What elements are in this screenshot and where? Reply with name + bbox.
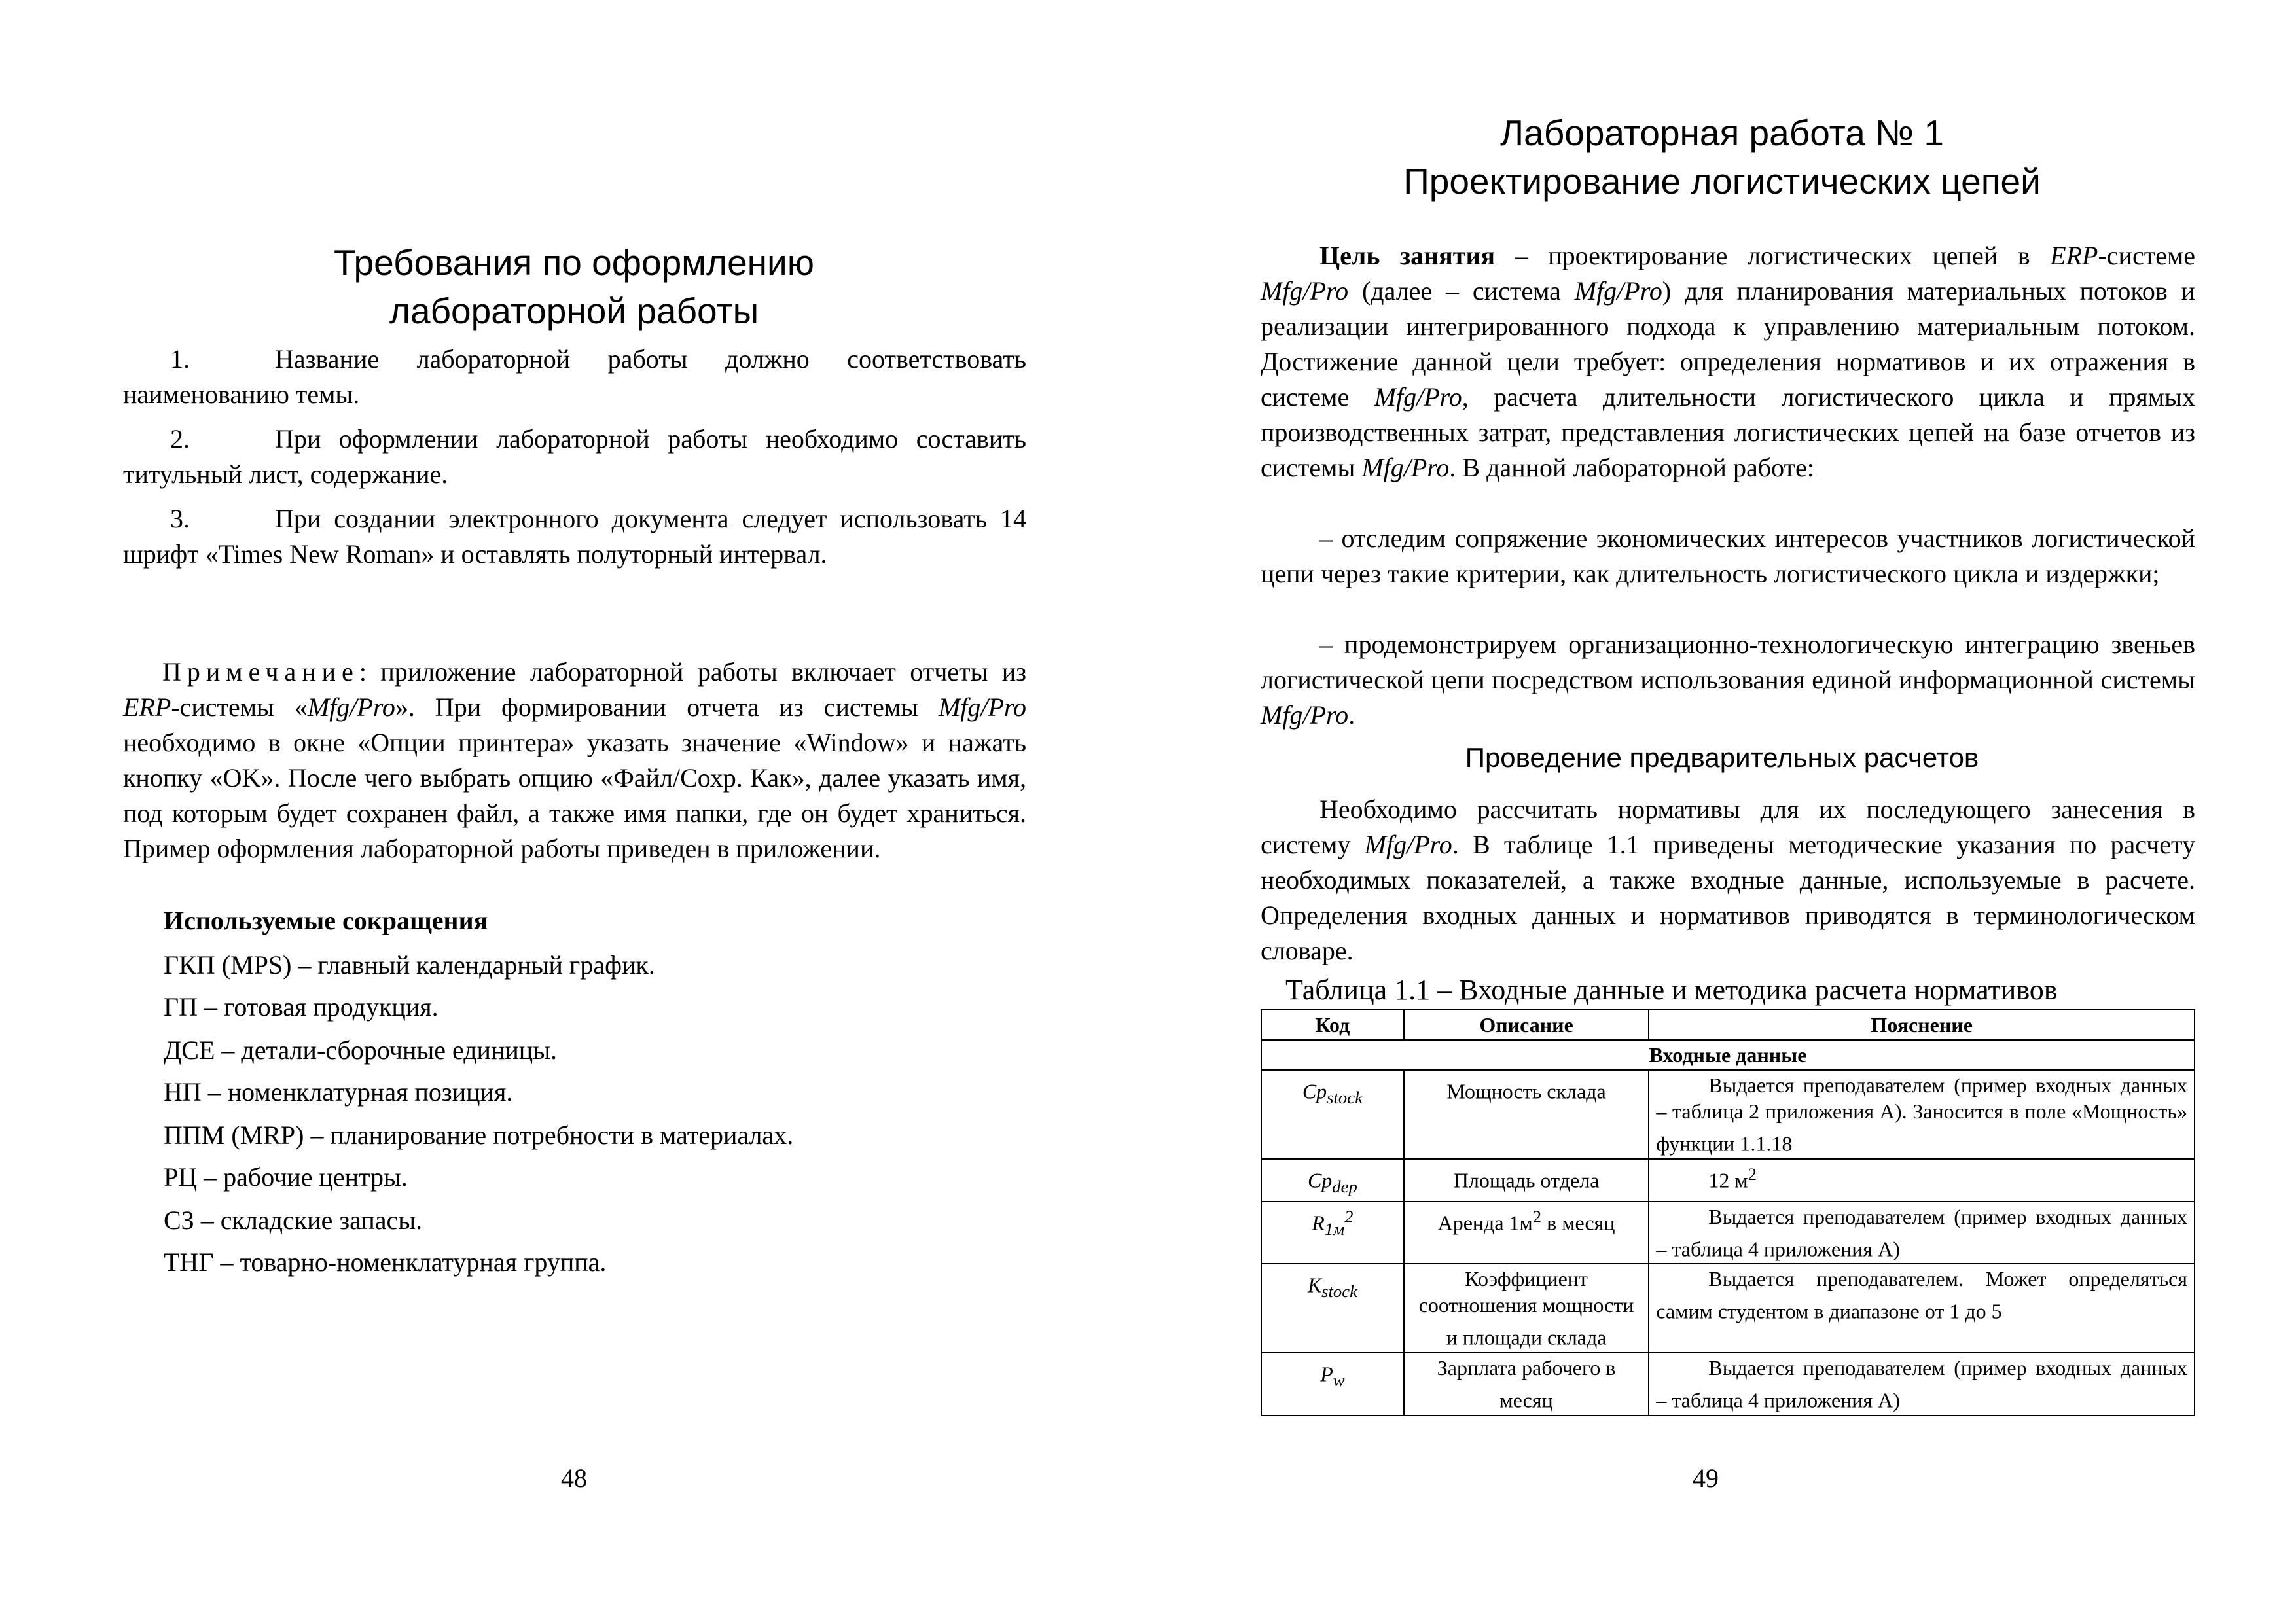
requirement-item-2 [123, 421, 1026, 492]
right-page [1148, 0, 2296, 1623]
item-text: Название лабораторной работы должно соответствовать наименованию темы. [123, 344, 1026, 409]
table-header-cell: Описание [1404, 1010, 1649, 1040]
explanation-cell: Выдается преподавателем (пример входных данных – таблица 4 приложения А) [1649, 1353, 2195, 1416]
table-header-cell: Код [1261, 1010, 1404, 1040]
item-text: При создании электронного документа следует использовать 14 шрифт «Times New Roman» и оставлять полуторный интервал. [123, 504, 1026, 569]
description-cell: Зарплата рабочего в месяц [1404, 1353, 1649, 1416]
abbreviation-item: СЗ – складские запасы. [164, 1205, 423, 1235]
code-cell: $Cp_{stock}$ [1261, 1070, 1404, 1159]
item-number: 2. [170, 424, 190, 454]
note-paragraph: Примечание: приложение лабораторной работы включает отчеты из ERP-системы «Mfg/Pro». При формировании отчета из системы Mfg/Pro необходимо в окне «Опции принтера» указать значение «Window» и нажать кнопку «OK». После чего выбрать опцию «Файл/Сохр. Как», далее указать имя, под которым будет сохранен файл, а также имя папки, где он будет храниться. Пример оформления лабораторной работы приведен в приложении. [123, 657, 1027, 863]
table-row [1261, 1070, 2195, 1159]
abbreviation-item: ГКП (MPS) – главный календарный график. [164, 950, 655, 980]
calc-paragraph: Необходимо рассчитать нормативы для их последующего занесения в систему Mfg/Pro. В таблице 1.1 приведены методические указания по расчету необходимых показателей, а также входные данные, используемые в расчете. Определения входных данных и нормативов приводятся в терминологическом словаре. [1261, 794, 2195, 965]
page-number: 49 [1693, 1463, 1719, 1493]
explanation-cell: 12 $м^2$ [1649, 1159, 2195, 1202]
code-cell: $P_w$ [1261, 1353, 1404, 1416]
description-cell: Площадь отдела [1404, 1159, 1649, 1202]
abbreviation-item: ГП – готовая продукция. [164, 992, 439, 1022]
requirement-item-1 [123, 342, 1026, 412]
norms-table [1261, 1009, 2195, 1416]
section-title: Проведение предварительных расчетов [1465, 742, 1979, 773]
abbreviations-heading: Используемые сокращения [164, 906, 488, 935]
item-text: При оформлении лабораторной работы необходимо составить титульный лист, содержание. [123, 424, 1026, 489]
right-page-title [1246, 109, 2198, 205]
left-title-line2: лабораторной работы [389, 291, 759, 331]
code-cell: $R_{1м}^2$ [1261, 1202, 1404, 1264]
requirement-item-3 [123, 501, 1026, 572]
item-number: 3. [170, 504, 190, 533]
table-row [1261, 1353, 2195, 1416]
note-label: Примечание [162, 657, 359, 687]
abbreviation-item: РЦ – рабочие центры. [164, 1162, 408, 1192]
right-title-line1: Лабораторная работа № 1 [1500, 113, 1944, 153]
code-cell: $Cp_{dep}$ [1261, 1159, 1404, 1202]
table-header-row [1261, 1010, 2195, 1040]
goal-paragraph: Цель занятия – проектирование логистических цепей в ERP-системе Mfg/Pro (далее – система Mfg/Pro) для планирования материальных потоков и реализации интегрированного подхода к управлению материальным потоком. Достижение данной цели требует: определения нормативов и их отражения в системе Mfg/Pro, расчета длительности логистического цикла и прямых производственных затрат, представления логистических цепей на базе отчетов из системы Mfg/Pro. В данной лабораторной работе: [1261, 241, 2196, 482]
right-title-line2: Проектирование логистических цепей [1403, 161, 2041, 202]
abbreviation-item: ТНГ – товарно-номенклатурная группа. [164, 1247, 607, 1277]
table-row [1261, 1264, 2195, 1353]
table-row [1261, 1159, 2195, 1202]
abbreviation-item: ППМ (MRP) – планирование потребности в материалах. [164, 1120, 794, 1150]
left-page-title [131, 238, 1017, 335]
explanation-cell: Выдается преподавателем (пример входных данных – таблица 4 приложения А) [1649, 1202, 2195, 1264]
description-cell: Коэффициент соотношения мощности и площади склада [1404, 1264, 1649, 1353]
abbreviation-item: НП – номенклатурная позиция. [164, 1077, 513, 1107]
abbreviation-item: ДСЕ – детали-сборочные единицы. [164, 1035, 558, 1065]
table-row [1261, 1202, 2195, 1264]
goal-label: Цель занятия [1319, 241, 1496, 270]
code-cell: $K_{stock}$ [1261, 1264, 1404, 1353]
explanation-cell: Выдается преподавателем (пример входных данных – таблица 2 приложения А). Заносится в поле «Мощность» функции 1.1.18 [1649, 1070, 2195, 1159]
item-number: 1. [170, 344, 190, 374]
table-section-label: Входные данные [1261, 1040, 2195, 1070]
page-number: 48 [561, 1463, 587, 1493]
goal-bullet-1: – отследим сопряжение экономических интересов участников логистической цепи через такие критерии, как длительность логистического цикла и издержки; [1261, 524, 2195, 588]
table-section-row [1261, 1040, 2195, 1070]
description-cell: Мощность склада [1404, 1070, 1649, 1159]
table-header-cell: Пояснение [1649, 1010, 2195, 1040]
explanation-cell: Выдается преподавателем. Может определяться самим студентом в диапазоне от 1 до 5 [1649, 1264, 2195, 1353]
table-caption: Таблица 1.1 – Входные данные и методика расчета нормативов [1285, 974, 2058, 1006]
description-cell: Аренда $1м^2$ в месяц [1404, 1202, 1649, 1264]
goal-bullet-2: – продемонстрируем организационно-технологическую интеграцию звеньев логистической цепи посредством использования единой информационной системы Mfg/Pro. [1261, 630, 2195, 730]
left-title-line1: Требования по оформлению [333, 242, 814, 283]
